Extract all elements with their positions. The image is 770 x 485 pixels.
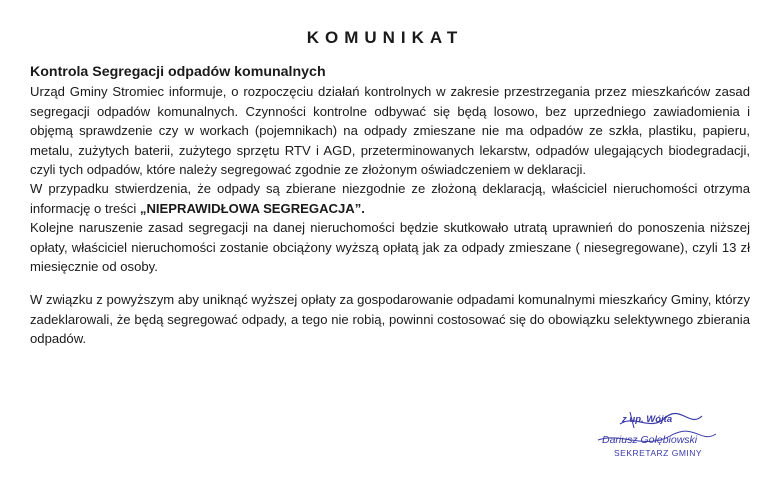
signature-role: SEKRETARZ GMINY — [614, 448, 703, 458]
announcement-body — [30, 63, 750, 349]
paragraph-inspection: Urząd Gminy Stromiec informuje, o rozpoczęciu działań kontrolnych w zakresie przestrzegania przez mieszkańców zasad segregacji odpadów komunalnych. Czynności kontrolne odbywać się będą losowo, bez uprzedniego zawiadomienia i objęmą sprawdzenie czy w workach (pojemnikach) na odpady zmieszane nie ma odpadów ze szkła, plastiku, papieru, metalu, zużytych baterii, zużytego sprzętu RTV i AGD, przeterminowanych lekarstw, odpadów ulegających biodegradacji, czyli tych odpadów, które należy segregować zgodnie ze złożonym oświadczeniem w deklaracji. — [30, 84, 750, 178]
notice-label: „NIEPRAWIDŁOWA SEGREGACJA”. — [139, 200, 365, 216]
signature-name: Dariusz Gołębiowski — [602, 434, 698, 446]
section-heading: Kontrola Segregacji odpadów komunalnych — [30, 64, 326, 80]
paragraph-penalty: Kolejne naruszenie zasad segregacji na danej nieruchomości będzie skutkowało utratą uprawnień do ponoszenia niższej opłaty, właściciel nieruchomości zostanie obciążony wyższą opłatą jak za odpady zmieszane ( niesegregowane), czyli 13 zł miesięcznie od osoby. — [30, 220, 750, 275]
paragraph-consequence-text: W przypadku stwierdzenia, że odpady są zbierane niezgodnie ze złożoną deklaracją, właściciel nieruchomości otrzyma informację o treści — [30, 181, 750, 216]
paragraph-summary: W związku z powyższym aby uniknąć wyższej opłaty za gospodarowanie odpadami komunalnymi mieszkańcy Gminy, którzy zadeklarowali, że będą segregować odpady, a tego nie robią, powinni costosować się do obowiązku selektywnego zbierania odpadów. — [30, 292, 750, 347]
paragraph-consequence — [30, 179, 750, 218]
signature-stamp — [590, 410, 720, 470]
signature-authority: z up. Wójta — [622, 414, 673, 425]
page-title: KOMUNIKAT — [306, 28, 464, 47]
